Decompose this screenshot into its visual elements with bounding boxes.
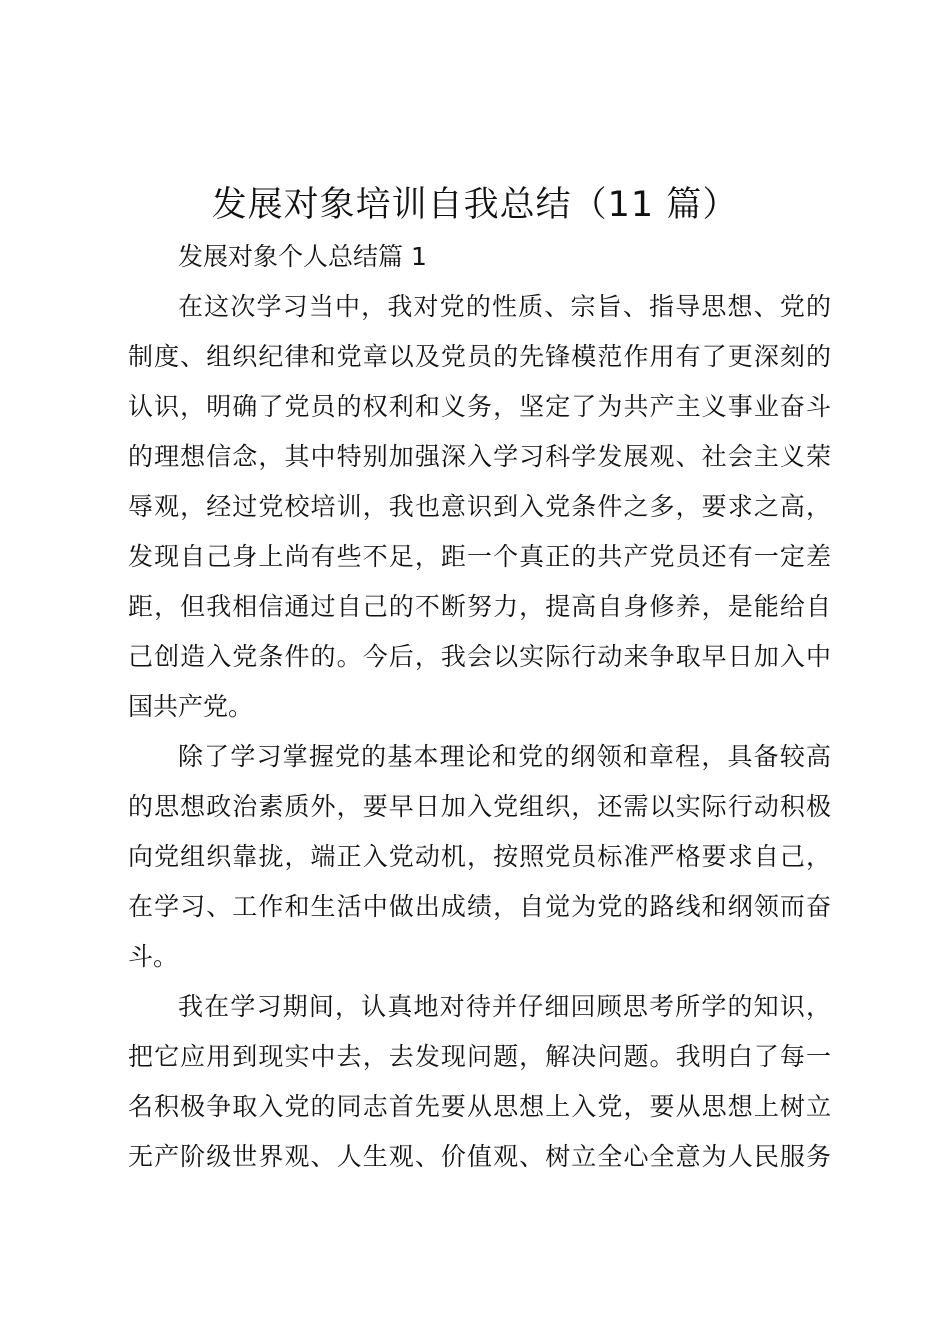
paragraph-line: 名积极争取入党的同志首先要从思想上入党，要从思想上树立 <box>128 1092 831 1121</box>
paragraph-line: 在学习、工作和生活中做出成绩，自觉为党的路线和纲领而奋 <box>128 892 831 921</box>
paragraph-3 <box>128 982 831 1182</box>
paragraph-2 <box>128 732 831 982</box>
paragraph-line: 发现自己身上尚有些不足，距一个真正的共产党员还有一定差 <box>128 542 831 571</box>
paragraph-line: 的理想信念，其中特别加强深入学习科学发展观、社会主义荣 <box>128 442 831 471</box>
paragraph-line: 向党组织靠拢，端正入党动机，按照党员标准严格要求自己， <box>128 842 831 871</box>
paragraph-line: 距，但我相信通过自己的不断努力，提高自身修养，是能给自 <box>128 592 831 621</box>
document-body <box>128 232 831 1182</box>
paragraph-line: 除了学习掌握党的基本理论和党的纲领和章程，具备较高 <box>178 742 831 771</box>
paragraph-1 <box>128 282 831 732</box>
paragraph-line: 辱观，经过党校培训，我也意识到入党条件之多，要求之高， <box>128 492 831 521</box>
paragraph-line: 把它应用到现实中去，去发现问题，解决问题。我明白了每一 <box>128 1042 831 1071</box>
paragraph-line: 在这次学习当中，我对党的性质、宗旨、指导思想、党的 <box>178 292 831 321</box>
paragraph-line: 斗。 <box>128 942 179 971</box>
paragraph-line: 制度、组织纪律和党章以及党员的先锋模范作用有了更深刻的 <box>128 342 831 371</box>
section-subtitle: 发展对象个人总结篇 1 <box>178 242 427 271</box>
paragraph-line: 的思想政治素质外，要早日加入党组织，还需以实际行动积极 <box>128 792 831 821</box>
paragraph-line: 我在学习期间，认真地对待并仔细回顾思考所学的知识， <box>178 992 831 1021</box>
paragraph-line: 认识，明确了党员的权利和义务，坚定了为共产主义事业奋斗 <box>128 392 831 421</box>
paragraph-line: 国共产党。 <box>128 692 254 721</box>
paragraph-line: 无产阶级世界观、人生观、价值观、树立全心全意为人民服务 <box>128 1142 831 1171</box>
paragraph-line: 己创造入党条件的。今后，我会以实际行动来争取早日加入中 <box>128 642 831 671</box>
document-title: 发展对象培训自我总结（11 篇） <box>211 185 739 225</box>
